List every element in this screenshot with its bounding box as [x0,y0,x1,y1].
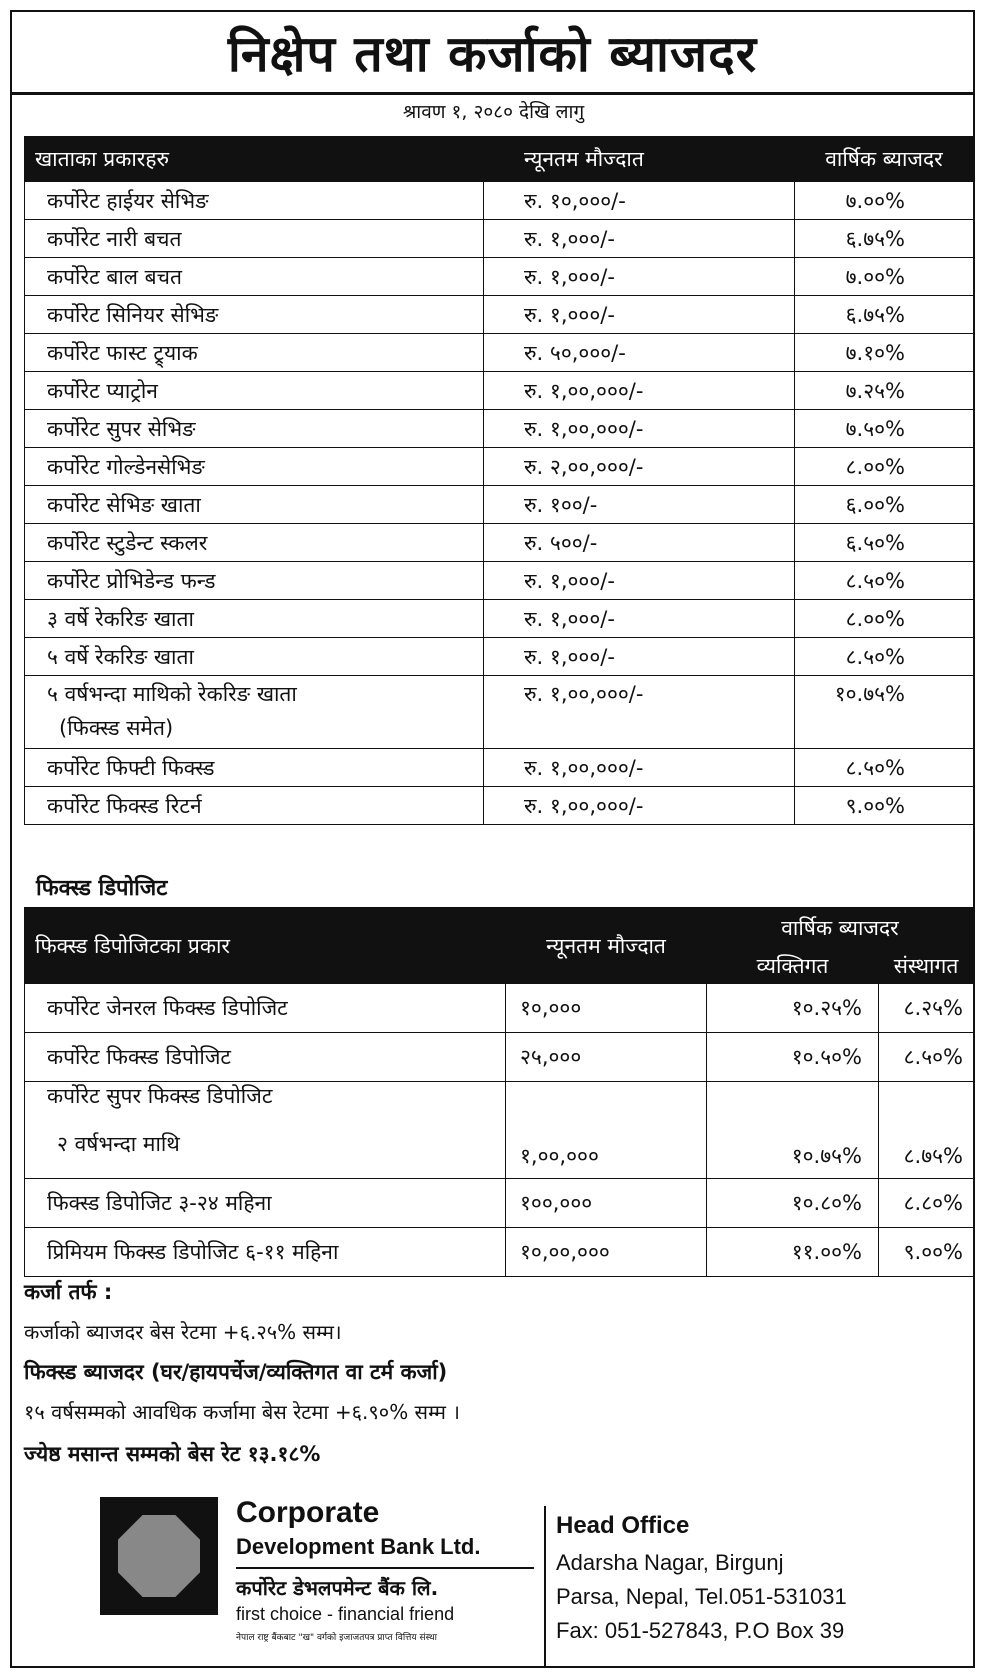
table-row [25,220,974,258]
bank-license: नेपाल राष्ट्र बैंकबाट "ख" वर्गको इजाजतपत्र प्राप्त वित्तिय संस्था [236,1633,437,1643]
fd-min-balance: १०,००० [506,984,707,1033]
interest-rate: ७.००% [795,182,974,220]
interest-rate: ७.००% [795,258,974,296]
interest-rate: ८.५०% [795,562,974,600]
account-name-line2: (फिक्स्ड समेत) [59,716,174,740]
base-rate: ज्येष्ठ मसान्त सम्मको बेस रेट १३.१८% [24,1442,321,1466]
loan-rate-line: कर्जाको ब्याजदर बेस रेटमा +६.२५% सम्म। [24,1320,342,1344]
fd-header-rate: वार्षिक ब्याजदर [707,908,974,949]
fd-name [25,1082,506,1179]
fd-header-min: न्यूनतम मौज्दात [506,908,707,984]
min-balance: रु. ५०,०००/- [484,334,795,372]
account-name: कर्पोरेट सेभिङ खाता [25,486,484,524]
table-row [25,410,974,448]
fd-rate-individual: १०.५०% [707,1033,879,1082]
table-row [25,749,974,787]
account-name: कर्पोरेट सिनियर सेभिङ [25,296,484,334]
fd-name: प्रिमियम फिक्स्ड डिपोजिट ६-११ महिना [25,1228,506,1277]
fd-rate-individual: १०.२५% [707,984,879,1033]
min-balance: रु. १,००,०००/- [484,410,795,448]
interest-rate: ६.७५% [795,220,974,258]
head-office-fax: Fax: 051-527843, P.O Box 39 [556,1618,845,1643]
loan-heading: कर्जा तर्फ : [24,1280,113,1304]
table-row [25,182,974,220]
fd-name: फिक्स्ड डिपोजिट ३-२४ महिना [25,1179,506,1228]
bank-name-line1: Corporate [236,1496,380,1529]
table-row [25,1033,974,1082]
table-row [25,258,974,296]
fd-name-line1: कर्पोरेट सुपर फिक्स्ड डिपोजिट [47,1084,273,1108]
account-name: कर्पोरेट प्याट्रोन [25,372,484,410]
min-balance: रु. ५००/- [484,524,795,562]
fd-rate-individual: १०.७५% [707,1082,879,1179]
account-name: कर्पोरेट नारी बचत [25,220,484,258]
min-balance: रु. १०,०००/- [484,182,795,220]
savings-header-type: खाताका प्रकारहरु [25,137,484,182]
table-row [25,787,974,825]
min-balance: रु. १,०००/- [484,600,795,638]
term-loan-rate-line: १५ वर्षसम्मको आवधिक कर्जामा बेस रेटमा +६.९०% सम्म । [24,1400,460,1424]
table-row [25,1179,974,1228]
effective-date: श्रावण १, २०८० देखि लागु [402,101,585,123]
fd-rate-institutional: ८.८०% [879,1179,974,1228]
min-balance: रु. १,०००/- [484,638,795,676]
logo-divider-rule [236,1567,534,1569]
fd-min-balance: १०,००,००० [506,1228,707,1277]
fd-rate-individual: १०.८०% [707,1179,879,1228]
account-name-line1: ५ वर्षभन्दा माथिको रेकरिङ खाता [47,682,297,706]
min-balance: रु. १,०००/- [484,258,795,296]
fd-rate-institutional: ८.२५% [879,984,974,1033]
savings-rate-table [24,136,974,825]
fd-min-balance: २५,००० [506,1033,707,1082]
interest-rate: ८.००% [795,448,974,486]
fd-header-type: फिक्स्ड डिपोजिटका प्रकार [25,908,506,984]
min-balance: रु. १,०००/- [484,562,795,600]
account-name: कर्पोरेट फास्ट ट्र्याक [25,334,484,372]
account-name [25,676,484,749]
fd-name: कर्पोरेट फिक्स्ड डिपोजिट [25,1033,506,1082]
bank-logo-octagon-icon [118,1515,200,1597]
interest-rate: ७.१०% [795,334,974,372]
fixed-deposit-heading: फिक्स्ड डिपोजिट [36,876,168,901]
min-balance: रु. १००/- [484,486,795,524]
min-balance: रु. १,०००/- [484,220,795,258]
interest-rate: ८.००% [795,600,974,638]
savings-header-rate: वार्षिक ब्याजदर [795,137,974,182]
fd-name-line2: २ वर्षभन्दा माथि [57,1132,180,1156]
table-row [25,372,974,410]
interest-rate: ६.००% [795,486,974,524]
page-title: निक्षेप तथा कर्जाको ब्याजदर [12,12,973,95]
interest-rate: ६.५०% [795,524,974,562]
account-name: कर्पोरेट हाईयर सेभिङ [25,182,484,220]
interest-rate: ७.५०% [795,410,974,448]
account-name: कर्पोरेट गोल्डेनसेभिङ [25,448,484,486]
interest-rate: १०.७५% [795,676,974,749]
interest-rate: ९.००% [795,787,974,825]
account-name: ५ वर्षे रेकरिङ खाता [25,638,484,676]
min-balance: रु. १,०००/- [484,296,795,334]
min-balance: रु. १,००,०००/- [484,372,795,410]
account-name: ३ वर्षे रेकरिङ खाता [25,600,484,638]
table-row [25,562,974,600]
fd-rate-institutional: ८.७५% [879,1082,974,1179]
table-row [25,638,974,676]
footer-divider [544,1506,546,1666]
fd-rate-individual: ११.००% [707,1228,879,1277]
fd-name: कर्पोरेट जेनरल फिक्स्ड डिपोजिट [25,984,506,1033]
table-row [25,334,974,372]
table-row [25,486,974,524]
account-name: कर्पोरेट स्टुडेन्ट स्कलर [25,524,484,562]
interest-rate: ८.५०% [795,638,974,676]
table-row [25,296,974,334]
fd-rate-institutional: ९.००% [879,1228,974,1277]
min-balance: रु. १,००,०००/- [484,676,795,749]
table-row [25,600,974,638]
fixed-rate-heading: फिक्स्ड ब्याजदर (घर/हायपर्चेज/व्यक्तिगत वा टर्म कर्जा) [24,1360,448,1384]
interest-rate: ७.२५% [795,372,974,410]
fd-min-balance: १००,००० [506,1179,707,1228]
table-row [25,1082,974,1179]
account-name: कर्पोरेट सुपर सेभिङ [25,410,484,448]
savings-header-min: न्यूनतम मौज्दात [484,137,795,182]
fixed-deposit-table [24,907,974,1277]
table-row [25,524,974,562]
bank-name-nepali: कर्पोरेट डेभलपमेन्ट बैंक लि. [236,1576,439,1600]
min-balance: रु. २,००,०००/- [484,448,795,486]
table-row [25,1228,974,1277]
head-office-title: Head Office [556,1512,690,1539]
min-balance: रु. १,००,०००/- [484,749,795,787]
fd-min-balance: १,००,००० [506,1082,707,1179]
bank-name-line2: Development Bank Ltd. [236,1534,481,1559]
head-office-address: Adarsha Nagar, Birgunj [556,1550,784,1575]
min-balance: रु. १,००,०००/- [484,787,795,825]
table-row [25,448,974,486]
table-row [25,984,974,1033]
head-office-phone: Parsa, Nepal, Tel.051-531031 [556,1584,847,1609]
account-name: कर्पोरेट बाल बचत [25,258,484,296]
fd-header-institutional: संस्थागत [879,949,974,984]
interest-rate: ६.७५% [795,296,974,334]
account-name: कर्पोरेट प्रोभिडेन्ड फन्ड [25,562,484,600]
account-name: कर्पोरेट फिफ्टी फिक्स्ड [25,749,484,787]
fd-header-individual: व्यक्तिगत [707,949,879,984]
account-name: कर्पोरेट फिक्स्ड रिटर्न [25,787,484,825]
fd-rate-institutional: ८.५०% [879,1033,974,1082]
interest-rate: ८.५०% [795,749,974,787]
table-row [25,676,974,749]
bank-tagline: first choice - financial friend [236,1604,455,1624]
